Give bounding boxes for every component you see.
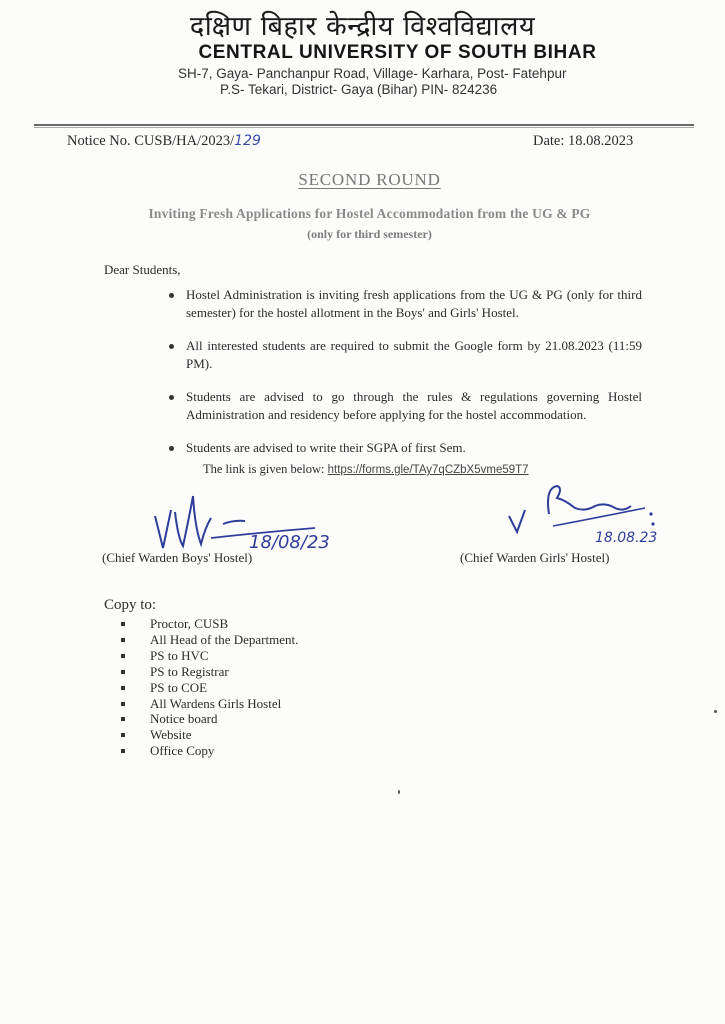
chief-warden-boys-title: (Chief Warden Boys' Hostel) xyxy=(102,550,253,565)
university-hindi-name: दक्षिण बिहार केन्द्रीय विश्वविद्यालय xyxy=(189,11,536,42)
notice-subtitle: Inviting Fresh Applications for Hostel Accommodation from the UG & PG xyxy=(148,206,591,221)
list-item: PS to Registrar xyxy=(120,664,298,680)
list-item: Proctor, CUSB xyxy=(120,616,298,632)
list-item: Office Copy xyxy=(120,743,298,759)
list-item: PS to HVC xyxy=(120,648,298,664)
university-english-name: CENTRAL UNIVERSITY OF SOUTH BIHAR xyxy=(198,42,597,63)
salutation: Dear Students, xyxy=(104,262,181,277)
header-divider xyxy=(34,124,694,126)
copy-to-list xyxy=(120,616,298,759)
notice-points xyxy=(166,286,642,472)
link-label: The link is given below: xyxy=(203,462,325,476)
list-item: All interested students are required to submit the Google form by 21.08.2023 (11:59 PM). xyxy=(166,337,642,373)
list-item: PS to COE xyxy=(120,680,298,696)
chief-warden-girls-title: (Chief Warden Girls' Hostel) xyxy=(460,550,610,565)
link-line xyxy=(203,462,529,477)
address-line-2: P.S- Tekari, District- Gaya (Bihar) PIN- 824236 xyxy=(220,82,498,97)
list-item: Students are advised to go through the rules & regulations governing Hostel Administration and residency before applying for the hostel accommodation. xyxy=(166,388,642,424)
scan-speck xyxy=(398,790,400,794)
notice-subtitle-note: (only for third semester) xyxy=(307,227,432,241)
google-form-link[interactable]: https://forms.gle/TAy7qCZbX5vme59T7 xyxy=(327,464,529,476)
notice-number-prefix: Notice No. CUSB/HA/2023/ xyxy=(67,133,235,149)
scan-speck xyxy=(714,710,717,713)
list-item: All Head of the Department. xyxy=(120,632,298,648)
notice-number xyxy=(67,133,261,150)
list-item: Hostel Administration is inviting fresh applications from the UG & PG (only for third semester) for the hostel allotment in the Boys' and Girls' Hostel. xyxy=(166,286,642,322)
list-item: All Wardens Girls Hostel xyxy=(120,696,298,712)
right-signature-date: 18.08.23 xyxy=(595,530,658,546)
list-item: Website xyxy=(120,727,298,743)
copy-to-heading: Copy to: xyxy=(104,597,157,613)
list-item: Notice board xyxy=(120,711,298,727)
address-line-1: SH-7, Gaya- Panchanpur Road, Village- Karhara, Post- Fatehpur xyxy=(178,66,567,81)
notice-date: Date: 18.08.2023 xyxy=(533,133,634,149)
right-signature xyxy=(505,478,685,552)
header-divider-thin xyxy=(34,127,694,128)
list-item: Students are advised to write their SGPA of first Sem. xyxy=(166,439,642,457)
left-signature-date: 18/08/23 xyxy=(249,532,330,553)
round-title: SECOND ROUND xyxy=(298,170,441,189)
notice-number-handwritten: 129 xyxy=(234,133,261,149)
